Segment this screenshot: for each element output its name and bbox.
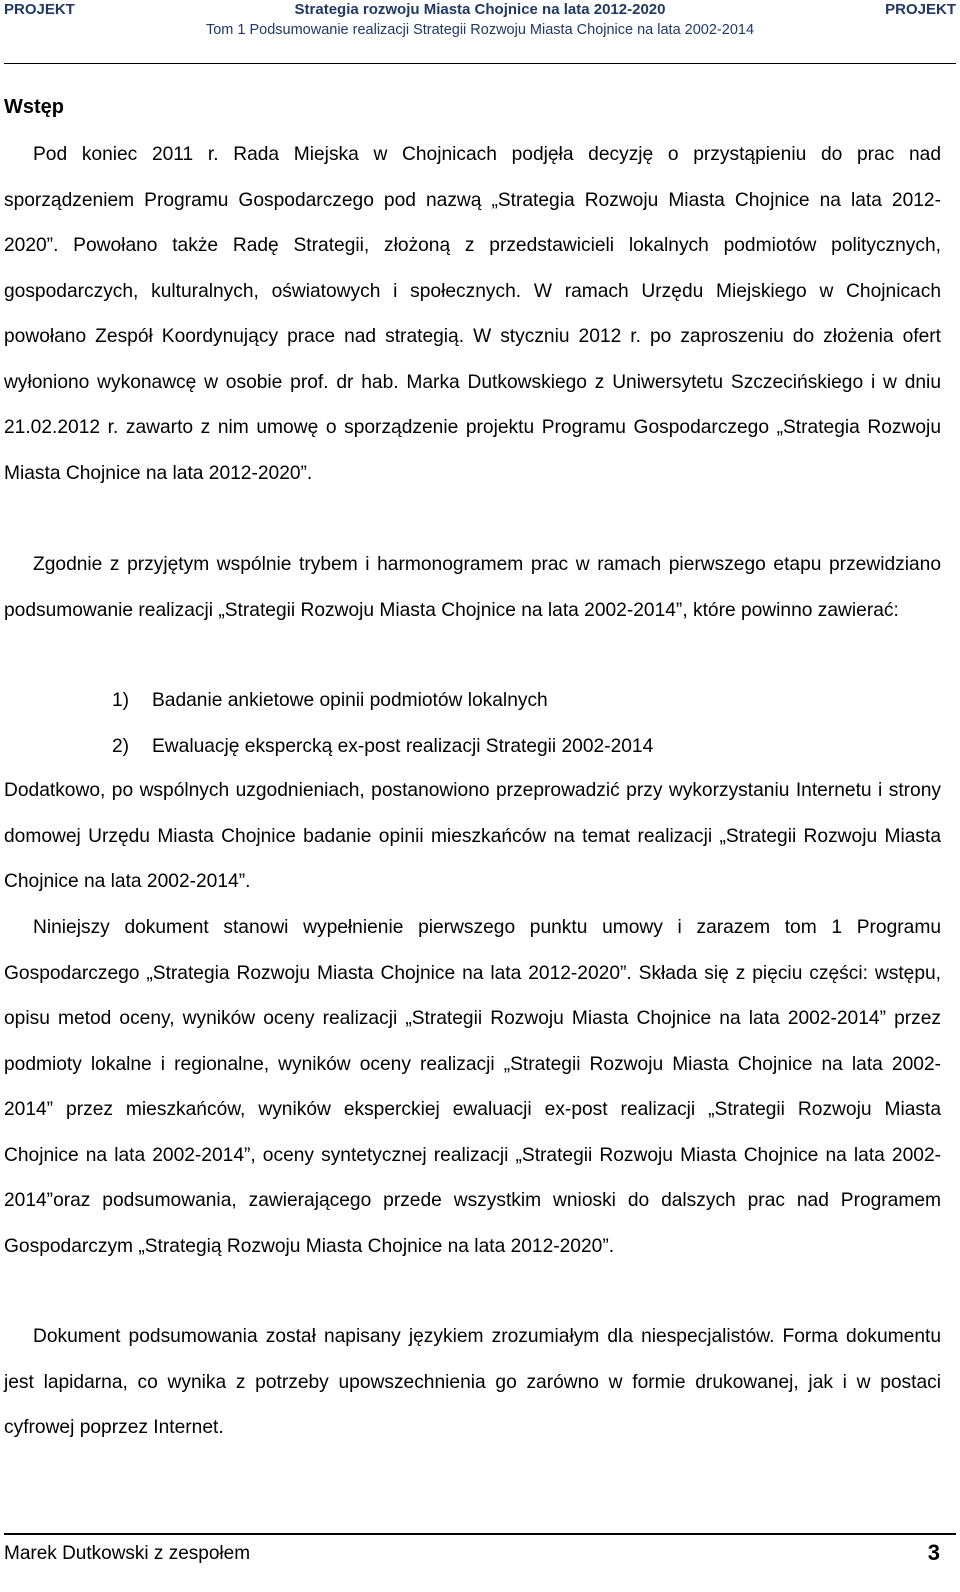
page-header	[4, 0, 956, 20]
list-item	[112, 678, 653, 724]
section-title: Wstęp	[4, 96, 64, 118]
paragraph-2	[4, 542, 941, 633]
paragraph-text: Niniejszy dokument stanowi wypełnienie pierwszego punktu umowy i zarazem tom 1 Programu Gospodarczego „Strategia Rozwoju Miasta Chojnice na lata 2012-2020”. Składa się z pięciu części: wstępu, opisu metod oceny, wyników oceny realizacji „Strategii Rozwoju Miasta Chojnice na lata 2002-2014” przez podmioty lokalne i regionalne, wyników oceny realizacji „Strategii Rozwoju Miasta Chojnice na lata 2002-2014” przez mieszkańców, wyników eksperckiej ewaluacji ex-post realizacji „Strategii Rozwoju Miasta Chojnice na lata 2002-2014”, oceny syntetycznej realizacji „Strategii Rozwoju Miasta Chojnice na lata 2002-2014”oraz podsumowania, zawierającego przede wszystkim wnioski do dalszych prac nad Programem Gospodarczym „Strategią Rozwoju Miasta Chojnice na lata 2012-2020”.	[4, 917, 941, 1257]
paragraph-text: Dodatkowo, po wspólnych uzgodnieniach, postanowiono przeprowadzić przy wykorzystaniu Internetu i strony domowej Urzędu Miasta Chojnice badanie opinii mieszkańców na temat realizacji „Strategii Rozwoju Miasta Chojnice na lata 2002-2014”.	[4, 780, 941, 892]
paragraph-text: Dokument podsumowania został napisany językiem zrozumiałym dla niespecjalistów. Forma dokumentu jest lapidarna, co wynika z potrzeby upowszechnienia go zarówno w formie drukowanej, jak i w postaci cyfrowej poprzez Internet.	[4, 1326, 941, 1438]
header-subtitle: Tom 1 Podsumowanie realizacji Strategii Rozwoju Miasta Chojnice na lata 2002-2014	[205, 22, 755, 38]
list-item-number: 2)	[112, 735, 130, 757]
paragraph-4	[4, 905, 941, 1269]
paragraph-3	[4, 768, 941, 905]
paragraph-text: Pod koniec 2011 r. Rada Miejska w Chojnicach podjęła decyzję o przystąpieniu do prac nad sporządzeniem Programu Gospodarczego pod nazwą „Strategia Rozwoju Miasta Chojnice na lata 2012-2020”. Powołano także Radę Strategii, złożoną z przedstawicieli lokalnych podmiotów politycznych, gospodarczych, kulturalnych, oświatowych i społecznych. W ramach Urzędu Miejskiego w Chojnicach powołano Zespół Koordynujący prace nad strategią. W styczniu 2012 r. po zaproszeniu do złożenia ofert wyłoniono wykonawcę w osobie prof. dr hab. Marka Dutkowskiego z Uniwersytetu Szczecińskiego i w dniu 21.02.2012 r. zawarto z nim umowę o sporządzenie projektu Programu Gospodarczego „Strategia Rozwoju Miasta Chojnice na lata 2012-2020”.	[4, 144, 941, 484]
footer-divider	[4, 1533, 956, 1535]
list-item-number: 1)	[112, 690, 130, 711]
header-divider	[4, 63, 956, 64]
footer-author: Marek Dutkowski z zespołem	[4, 1543, 251, 1564]
list-item	[112, 724, 653, 770]
list-item-text: Ewaluację ekspercką ex-post realizacji Strategii 2002-2014	[152, 735, 654, 757]
page-number: 3	[927, 1540, 940, 1565]
paragraph-5	[4, 1314, 941, 1451]
header-title: Strategia rozwoju Miasta Chojnice na lata 2012-2020	[294, 1, 666, 18]
header-left-label: PROJEKT	[4, 1, 75, 18]
numbered-list	[112, 678, 653, 769]
header-right-label: PROJEKT	[885, 1, 956, 18]
list-item-text: Badanie ankietowe opinii podmiotów lokalnych	[152, 690, 548, 711]
paragraph-text: Zgodnie z przyjętym wspólnie trybem i harmonogramem prac w ramach pierwszego etapu przewidziano podsumowanie realizacji „Strategii Rozwoju Miasta Chojnice na lata 2002-2014”, które powinno zawierać:	[4, 554, 941, 621]
paragraph-1	[4, 132, 941, 496]
